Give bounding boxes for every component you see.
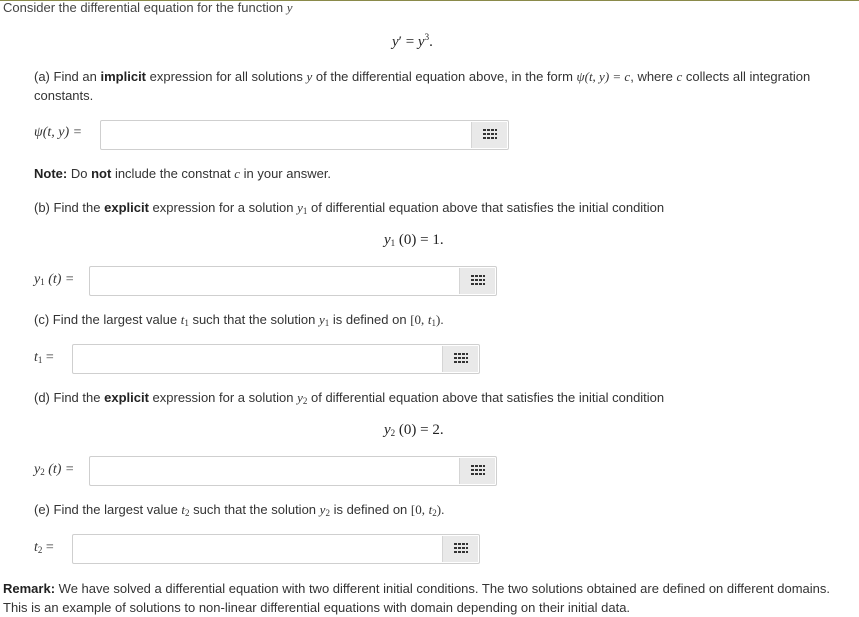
part-d-initial-condition: $y_2$ (0) = 2.	[384, 422, 444, 438]
y2-answer-field[interactable]	[89, 456, 497, 486]
y2-keyboard-button[interactable]	[459, 458, 495, 484]
keyboard-grid-icon	[454, 543, 468, 555]
ode-equation: $y' = y^3$.	[392, 32, 433, 50]
part-b-prompt: (b) Find the explicit expression for a solution $y_1$ of differential equation above that satisfies the initial condition	[34, 200, 665, 216]
t1-keyboard-button[interactable]	[442, 346, 478, 372]
psi-answer-field[interactable]	[100, 120, 509, 150]
part-e-prompt: (e) Find the largest value $t_2$ such that the solution $y_2$ is defined on [0, $t_2$).	[34, 502, 445, 518]
part-d-label: $y_2$ (t) =	[34, 462, 75, 477]
keyboard-grid-icon	[454, 353, 468, 365]
y2-input[interactable]	[94, 458, 460, 486]
t1-input[interactable]	[77, 346, 443, 374]
psi-input[interactable]	[105, 122, 472, 150]
keyboard-grid-icon	[471, 465, 485, 477]
part-b-label: $y_1$ (t) =	[34, 272, 75, 287]
part-a-label: ψ(t, y) =	[34, 125, 83, 140]
t1-answer-field[interactable]	[72, 344, 480, 374]
keyboard-grid-icon	[483, 129, 497, 141]
t2-keyboard-button[interactable]	[442, 536, 478, 562]
part-c-label: $t_1$ =	[34, 350, 54, 365]
y1-answer-field[interactable]	[89, 266, 497, 296]
part-d-prompt: (d) Find the explicit expression for a solution $y_2$ of differential equation above that satisfies the initial condition	[34, 390, 665, 406]
part-e-label: $t_2$ =	[34, 540, 54, 555]
part-b-initial-condition: $y_1$ (0) = 1.	[384, 232, 444, 248]
y1-keyboard-button[interactable]	[459, 268, 495, 294]
note-text: Note: Do not include the constnat c in your answer.	[34, 166, 332, 181]
part-c-prompt: (c) Find the largest value $t_1$ such that the solution $y_1$ is defined on [0, $t_1$).	[34, 312, 444, 328]
t2-input[interactable]	[77, 536, 443, 564]
remark-text: Remark: We have solved a differential equation with two different initial conditions. The two solutions obtained are defined on different domains. This is an example of solutions to non-linear differential equations with domain depending on their initial data.	[3, 581, 830, 615]
y1-input[interactable]	[94, 268, 460, 296]
t2-answer-field[interactable]	[72, 534, 480, 564]
psi-keyboard-button[interactable]	[471, 122, 507, 148]
intro-text: Consider the differential equation for the function y	[3, 0, 293, 15]
part-a-prompt: (a) Find an implicit expression for all solutions y of the differential equation above, in the form ψ(t, y) = c, where c collects all integration constants.	[34, 69, 811, 103]
keyboard-grid-icon	[471, 275, 485, 287]
